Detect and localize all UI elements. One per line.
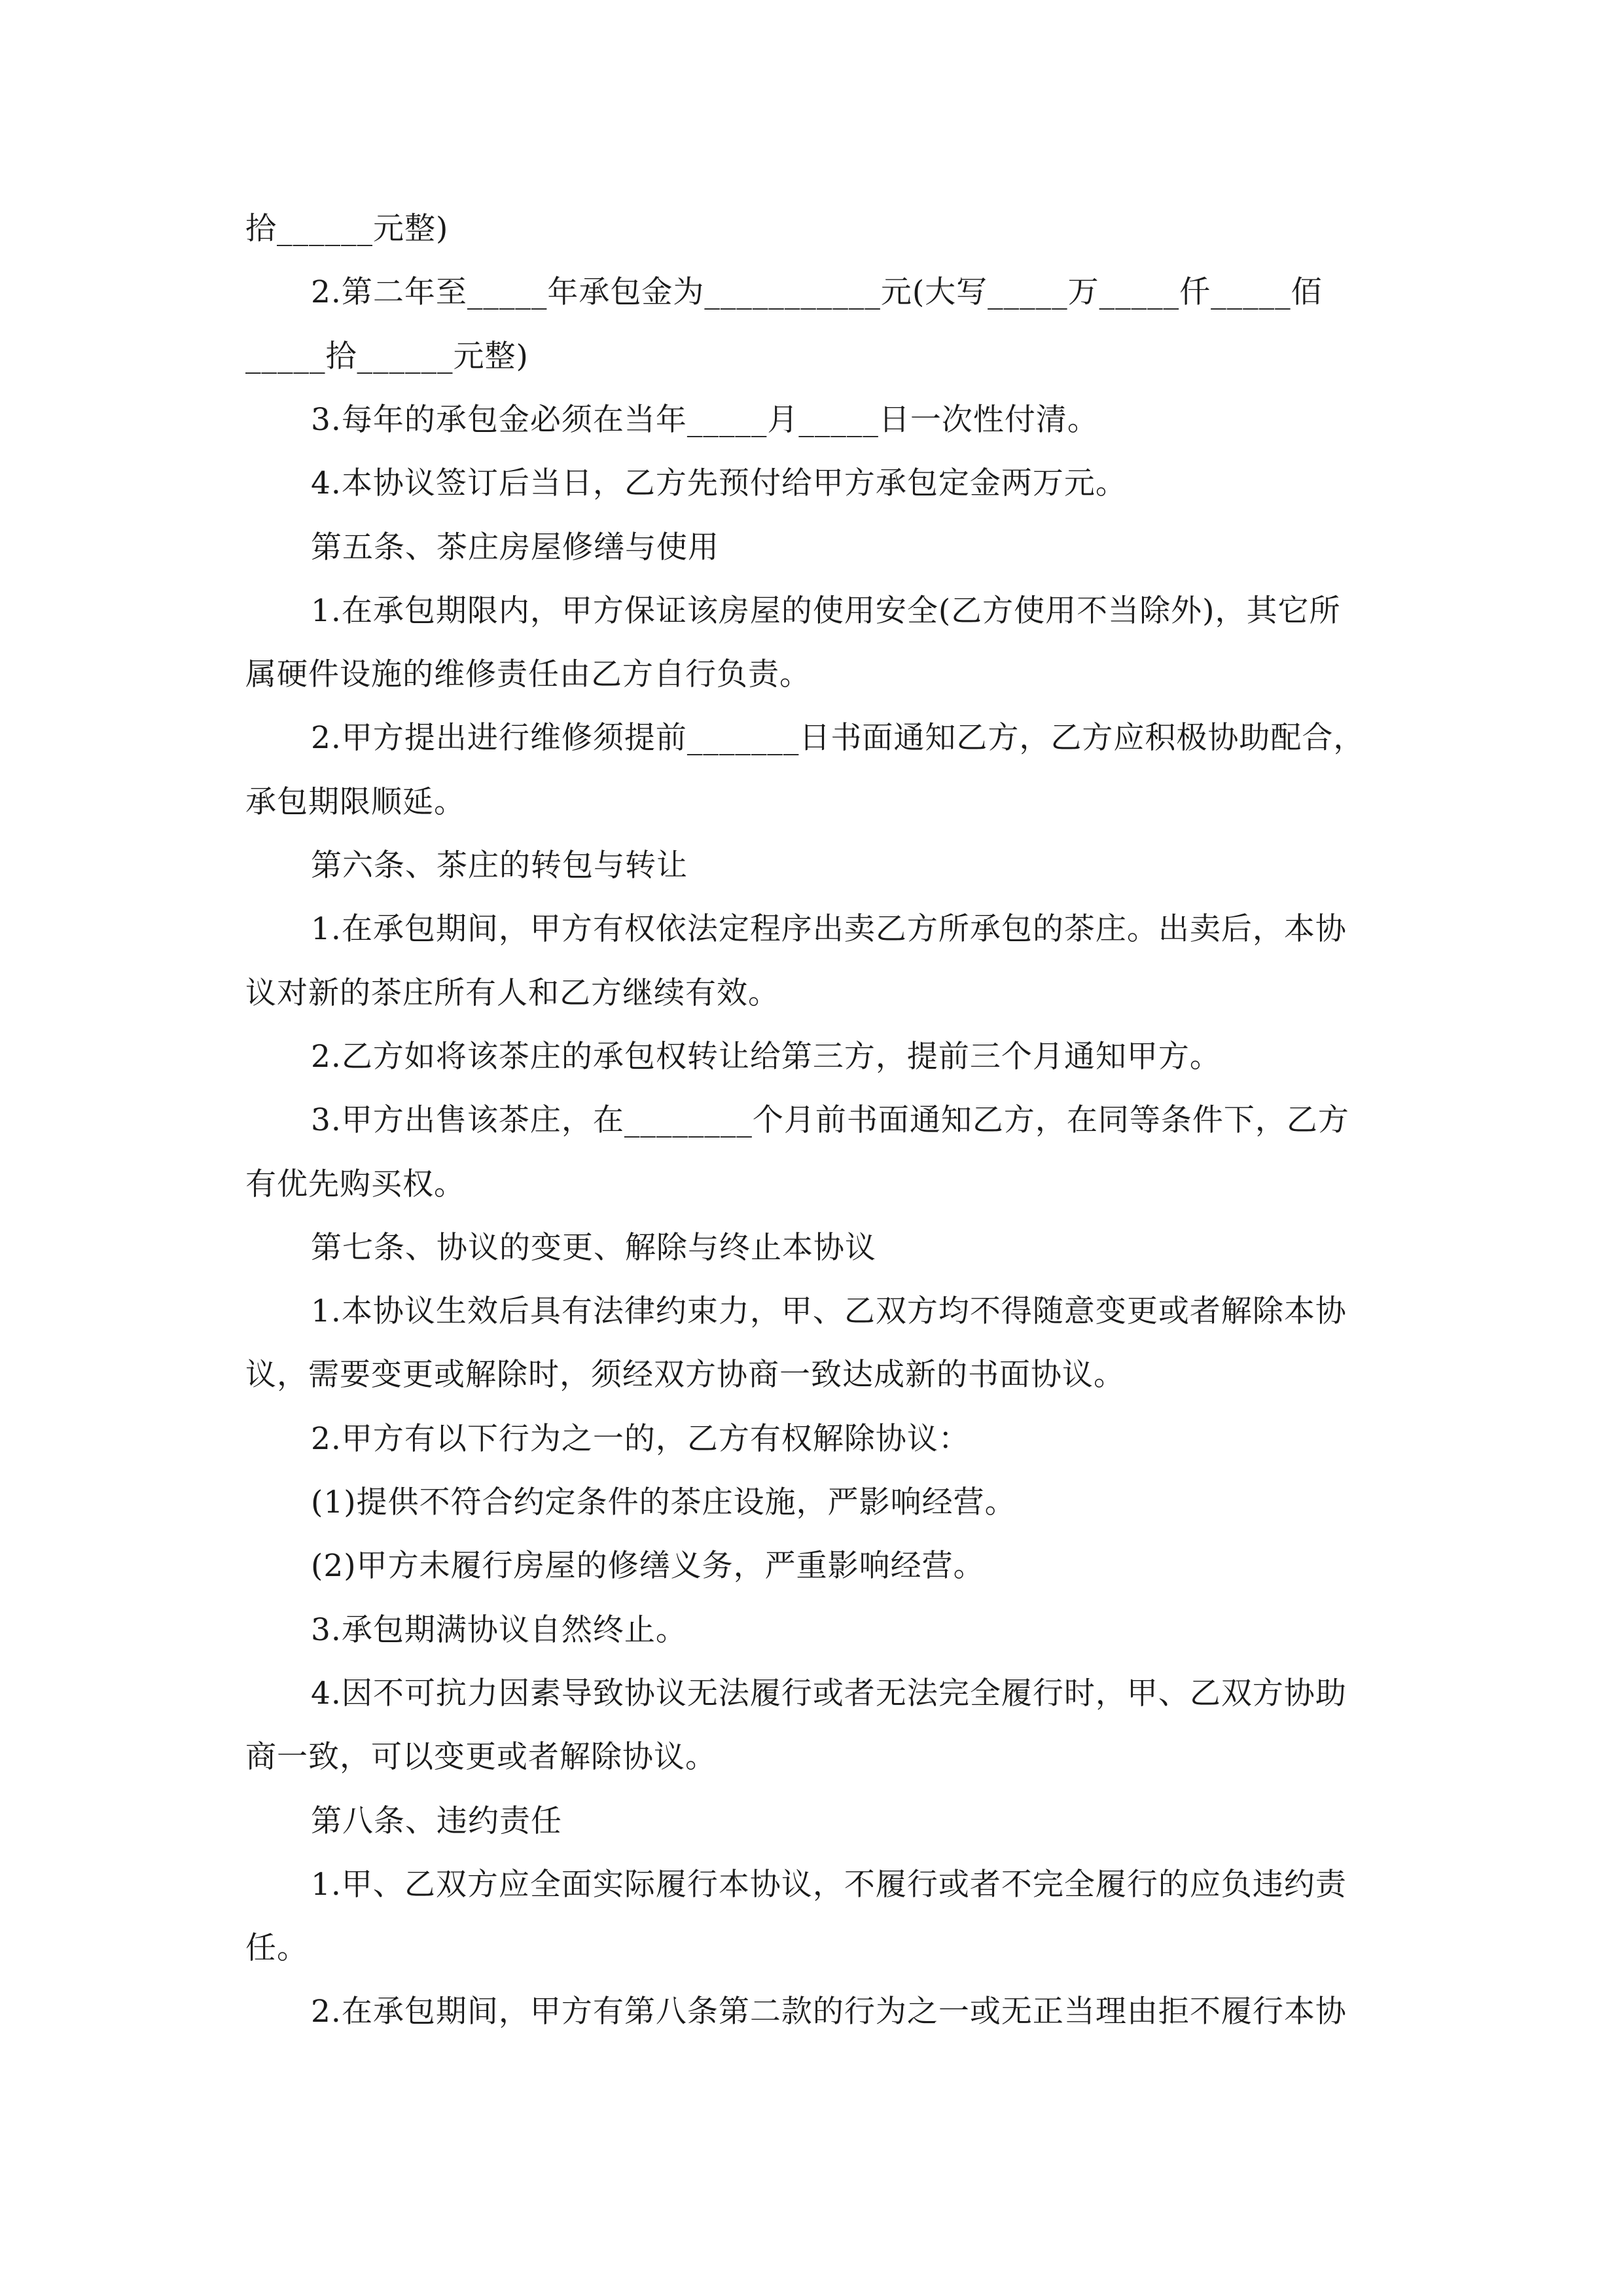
- text-line: 商一致，可以变更或者解除协议。: [245, 1739, 717, 1775]
- text-line: 4.因不可抗力因素导致协议无法履行或者无法完全履行时，甲、乙双方协助: [311, 1676, 1347, 1712]
- text-line: 3.承包期满协议自然终止。: [311, 1612, 687, 1648]
- text-line: 2.甲方有以下行为之一的，乙方有权解除协议：: [311, 1421, 970, 1457]
- text-line: 2.第二年至_____年承包金为___________元(大写_____万_____仟_____佰: [311, 274, 1323, 310]
- text-line: 3.甲方出售该茶庄，在________个月前书面通知乙方，在同等条件下，乙方: [311, 1102, 1349, 1138]
- text-line: 属硬件设施的维修责任由乙方自行负责。: [245, 656, 811, 692]
- text-line: 2.乙方如将该茶庄的承包权转让给第三方，提前三个月通知甲方。: [311, 1039, 1221, 1075]
- text-line: (2)甲方未履行房屋的修缮义务，严重影响经营。: [311, 1548, 985, 1584]
- text-line: 1.甲、乙双方应全面实际履行本协议，不履行或者不完全履行的应负违约责: [311, 1867, 1347, 1903]
- text-line: 1.在承包期间，甲方有权依法定程序出卖乙方所承包的茶庄。出卖后，本协: [311, 911, 1347, 947]
- text-line: 议对新的茶庄所有人和乙方继续有效。: [245, 975, 779, 1011]
- text-line: 任。: [245, 1930, 308, 1966]
- text-line: 第七条、协议的变更、解除与终止本协议: [311, 1230, 876, 1266]
- text-line: 第八条、违约责任: [311, 1803, 562, 1839]
- text-line: 3.每年的承包金必须在当年_____月_____日一次性付清。: [311, 402, 1099, 438]
- text-line: 2.甲方提出进行维修须提前_______日书面通知乙方，乙方应积极协助配合，: [311, 720, 1365, 756]
- text-line: 第五条、茶庄房屋修缮与使用: [311, 529, 719, 565]
- text-line: 拾______元整): [245, 211, 449, 247]
- text-line: 2.在承包期间，甲方有第八条第二款的行为之一或无正当理由拒不履行本协: [311, 1994, 1347, 2030]
- text-line: 议，需要变更或解除时，须经双方协商一致达成新的书面协议。: [245, 1357, 1125, 1393]
- text-line: (1)提供不符合约定条件的茶庄设施，严影响经营。: [311, 1484, 1016, 1520]
- text-line: 4.本协议签订后当日，乙方先预付给甲方承包定金两万元。: [311, 465, 1127, 501]
- text-line: 有优先购买权。: [245, 1166, 465, 1202]
- text-line: 第六条、茶庄的转包与转让: [311, 848, 688, 884]
- text-line: 承包期限顺延。: [245, 784, 465, 820]
- text-line: 1.本协议生效后具有法律约束力，甲、乙双方均不得随意变更或者解除本协: [311, 1293, 1347, 1329]
- text-line: 1.在承包期限内，甲方保证该房屋的使用安全(乙方使用不当除外)，其它所: [311, 593, 1341, 629]
- text-line: _____拾______元整): [245, 338, 529, 374]
